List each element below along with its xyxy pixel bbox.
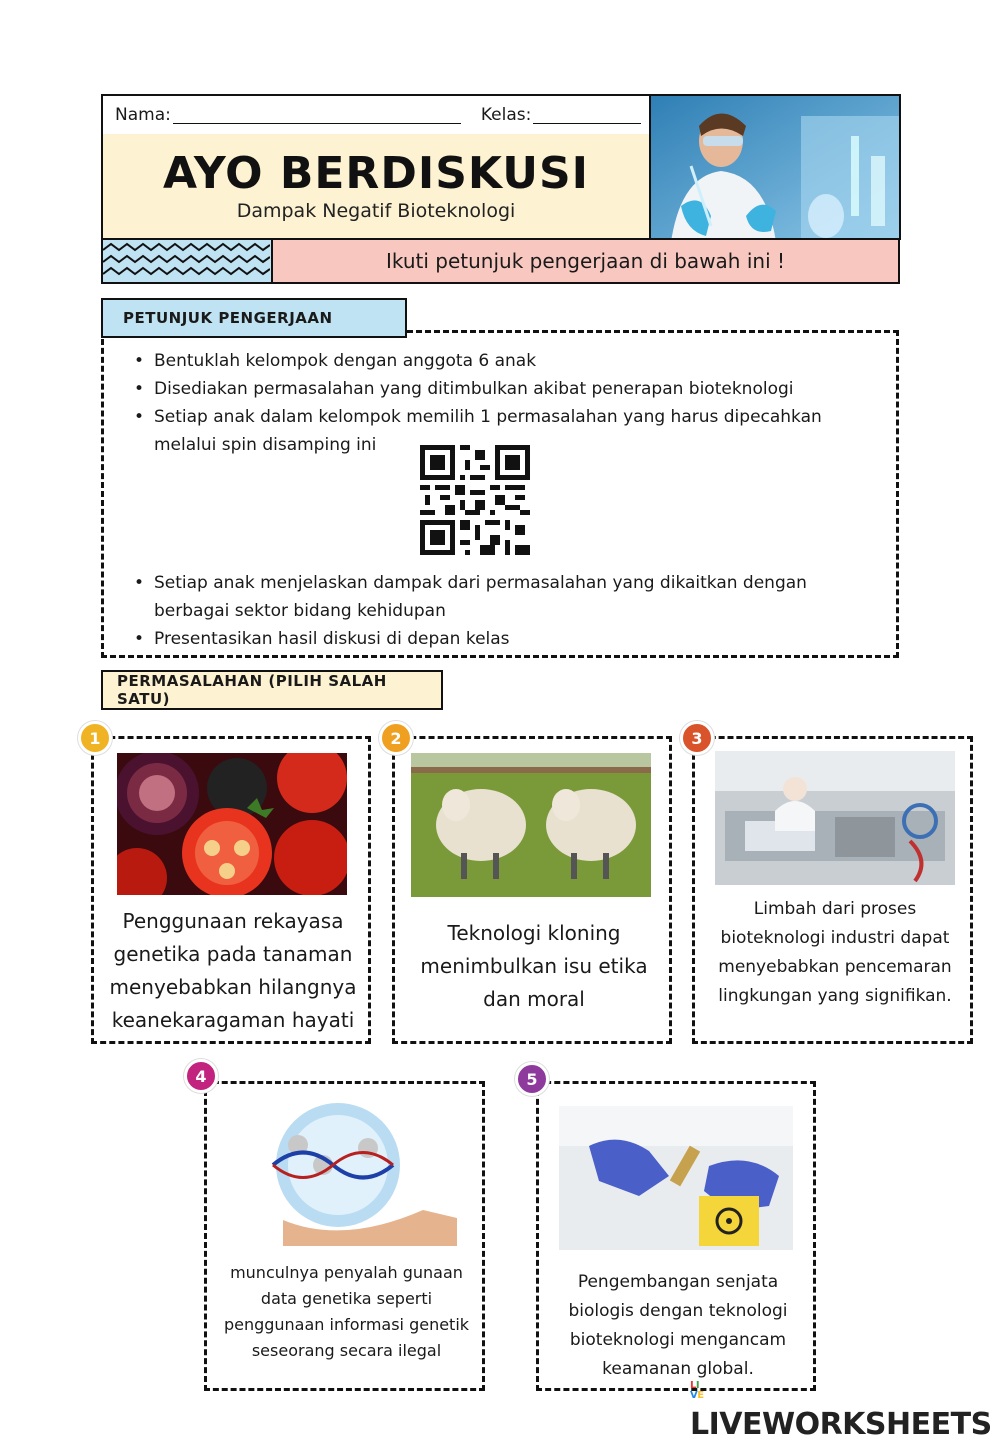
- kelas-label: Kelas:: [480, 105, 532, 125]
- cloned-sheep-image: [411, 753, 651, 897]
- biohazard-sample-image: [559, 1106, 793, 1250]
- instruction-item: • Bentuklah kelompok dengan anggota 6 anak: [132, 347, 882, 375]
- problem-text-2: Teknologi kloning menimbulkan isu etika dan moral: [420, 921, 648, 1011]
- dna-hand-image: [223, 1100, 457, 1246]
- kelas-input-line[interactable]: [533, 106, 641, 124]
- instructions-list-top: [132, 347, 882, 459]
- page-subtitle: Dampak Negatif Bioteknologi: [236, 200, 516, 222]
- problem-text-1: Penggunaan rekayasa genetika pada tanaman menyebabkan hilangnya keanekaragaman hayati: [109, 909, 357, 1032]
- name-class-row: [101, 94, 651, 136]
- number-badge-4: 4: [184, 1059, 218, 1093]
- problem-card-5[interactable]: [536, 1081, 816, 1391]
- page-title: AYO BERDISKUSI: [162, 148, 590, 199]
- liveworksheets-watermark: [690, 1372, 1000, 1442]
- number-badge-3: 3: [680, 721, 714, 755]
- nama-input-line[interactable]: [173, 106, 461, 124]
- problem-text-5: Pengembangan senjata biologis dengan teknologi bioteknologi mengancam keamanan global.: [568, 1272, 788, 1379]
- watermark-text: LIVEWORKSHEETS: [690, 1407, 992, 1442]
- instructions-box: [101, 330, 899, 658]
- problem-card-2[interactable]: [392, 736, 672, 1044]
- title-box: [101, 134, 651, 240]
- number-badge-5: 5: [515, 1062, 549, 1096]
- instruction-item: • Disediakan permasalahan yang ditimbulkan akibat penerapan bioteknologi: [132, 375, 882, 403]
- problem-card-1[interactable]: [91, 736, 371, 1044]
- problem-text-4: munculnya penyalah gunaan data genetika seperti penggunaan informasi genetik seseorang secara ilegal: [223, 1263, 470, 1360]
- problem-card-3[interactable]: [692, 736, 973, 1044]
- problem-text-3: Limbah dari proses bioteknologi industri dapat menyebabkan pencemaran lingkungan yang signifikan.: [718, 899, 952, 1006]
- instruction-item: • Presentasikan hasil diskusi di depan kelas: [132, 625, 882, 653]
- instruction-item: • Setiap anak dalam kelompok memilih 1 permasalahan yang harus dipecahkan melalui spin disamping ini: [132, 403, 882, 459]
- instruction-banner: Ikuti petunjuk pengerjaan di bawah ini !: [271, 238, 900, 284]
- instructions-list-bottom: [132, 569, 882, 653]
- problem-card-4[interactable]: [204, 1081, 485, 1391]
- number-badge-1: 1: [78, 721, 112, 755]
- qr-code-icon[interactable]: [420, 445, 530, 555]
- section-label-permasalahan: PERMASALAHAN (PILIH SALAH SATU): [101, 670, 443, 710]
- scientist-lab-photo: [651, 94, 901, 240]
- instruction-item: • Setiap anak menjelaskan dampak dari permasalahan yang dikaitkan dengan berbagai sektor bidang kehidupan: [132, 569, 882, 625]
- industrial-lab-image: [715, 751, 955, 885]
- tomato-image: [117, 753, 347, 895]
- zigzag-decoration: [101, 238, 273, 284]
- section-label-petunjuk: PETUNJUK PENGERJAAN: [101, 298, 407, 338]
- liveworksheets-logo-icon: LI VE: [690, 1379, 704, 1401]
- nama-label: Nama:: [115, 105, 171, 125]
- number-badge-2: 2: [379, 721, 413, 755]
